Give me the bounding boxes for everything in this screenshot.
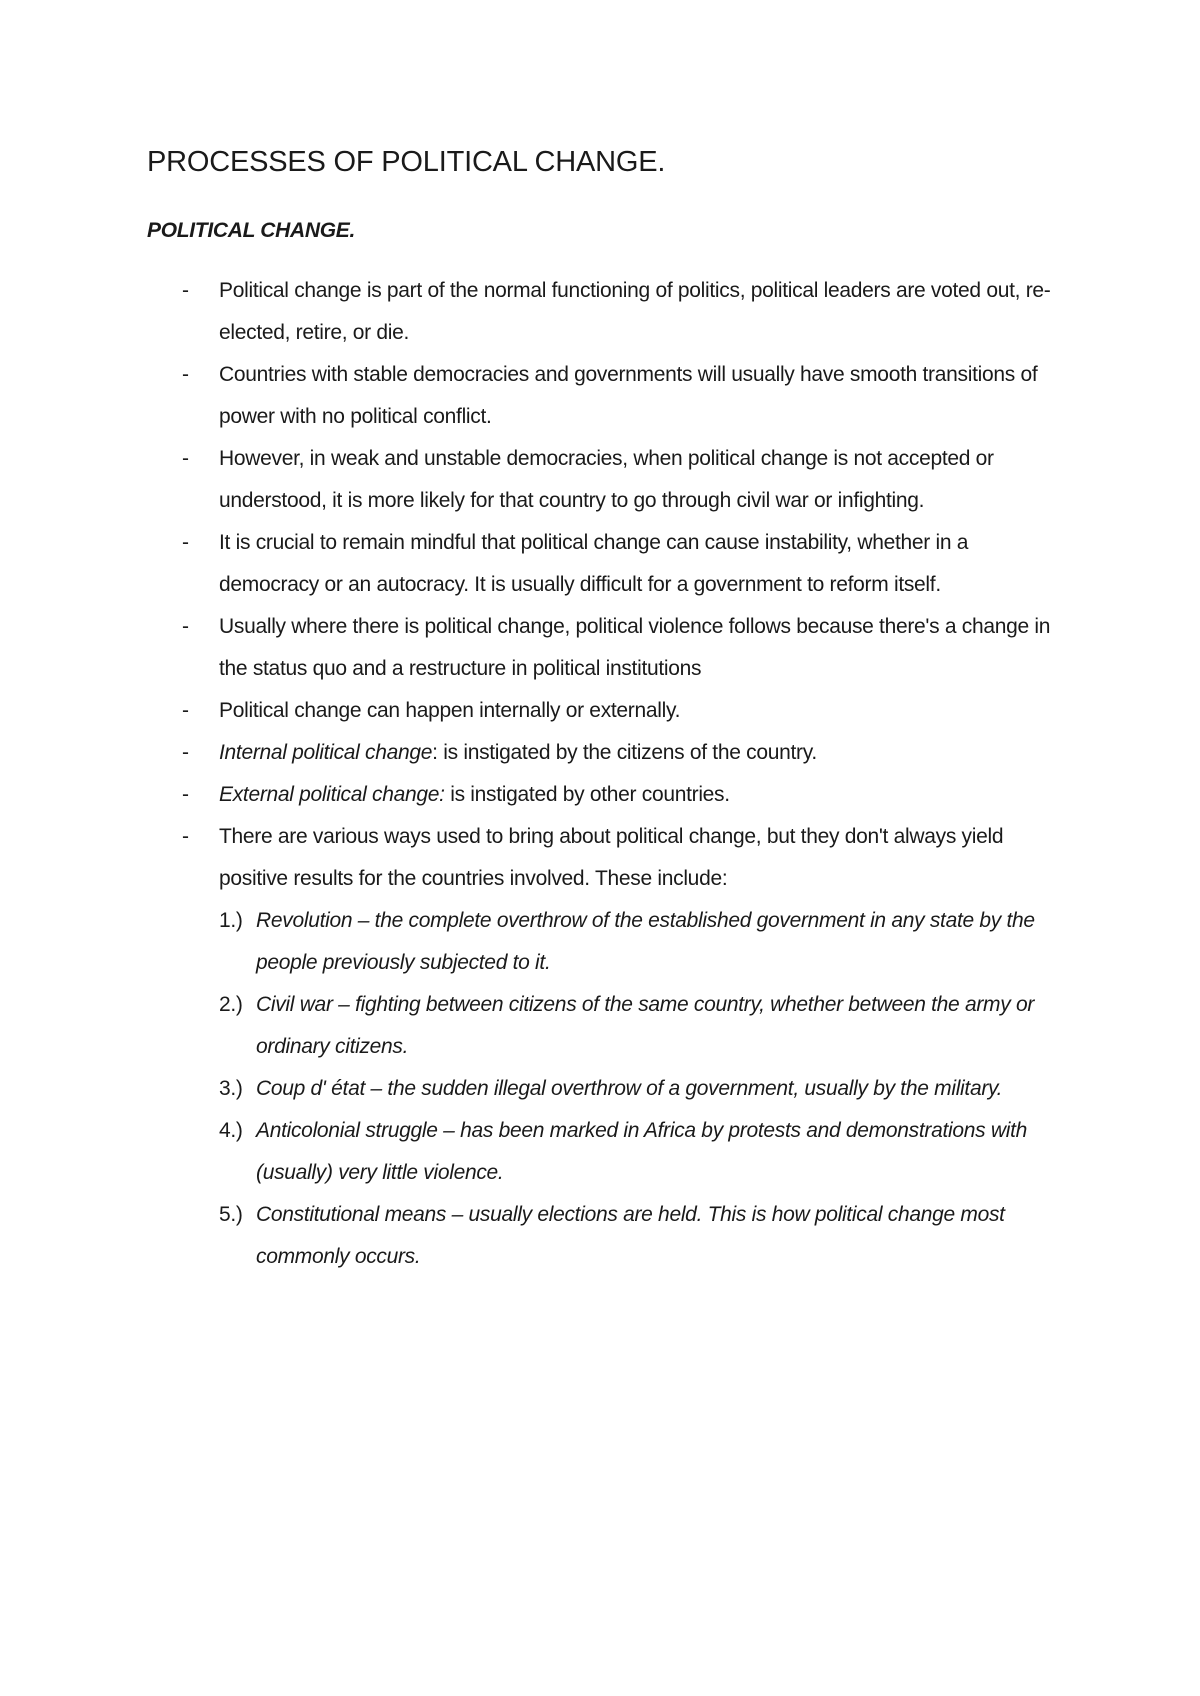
item-text: Coup d' état – the sudden illegal overthrow of a government, usually by the military. — [256, 1077, 1003, 1100]
bullet-marker: - — [182, 825, 189, 848]
bullet-marker: - — [182, 363, 189, 386]
definition-text: : is instigated by the citizens of the country. — [432, 741, 817, 764]
definition-text: is instigated by other countries. — [444, 783, 730, 806]
list-item — [0, 606, 1069, 690]
item-number: 5.) — [219, 1203, 243, 1226]
numbered-list — [219, 900, 1069, 1278]
bullet-text — [219, 774, 1069, 816]
bullet-text: Countries with stable democracies and governments will usually have smooth transitions of power with no political conflict. — [219, 363, 1038, 428]
numbered-item — [219, 900, 1069, 984]
bullet-marker: - — [182, 279, 189, 302]
bullet-marker: - — [182, 699, 189, 722]
list-item — [0, 690, 1069, 732]
section-heading: POLITICAL CHANGE. — [147, 219, 356, 242]
bullet-marker: - — [182, 531, 189, 554]
defined-term: External political change: — [219, 783, 445, 806]
bullet-marker: - — [182, 783, 189, 806]
list-item — [0, 438, 1069, 522]
list-item — [0, 270, 1069, 354]
bullet-text: It is crucial to remain mindful that political change can cause instability, whether in a democracy or an autocracy. It is usually difficult for a government to reform itself. — [219, 531, 969, 596]
document-title: PROCESSES OF POLITICAL CHANGE. — [147, 146, 666, 178]
bullet-text: There are various ways used to bring about political change, but they don't always yield positive results for the countries involved. These include: — [219, 825, 1004, 890]
list-item — [0, 732, 1069, 774]
list-item — [0, 816, 1069, 1278]
item-text: Revolution – the complete overthrow of the established government in any state by the people previously subjected to it. — [256, 909, 1035, 974]
bullet-text — [219, 732, 1069, 774]
numbered-item — [219, 1068, 1069, 1110]
bullet-text: Usually where there is political change, political violence follows because there's a change in the status quo and a restructure in political institutions — [219, 615, 1051, 680]
list-item — [0, 354, 1069, 438]
bullet-text: However, in weak and unstable democracies, when political change is not accepted or understood, it is more likely for that country to go through civil war or infighting. — [219, 447, 994, 512]
list-item — [0, 522, 1069, 606]
bullet-marker: - — [182, 741, 189, 764]
item-number: 3.) — [219, 1077, 243, 1100]
defined-term: Internal political change — [219, 741, 433, 764]
bullet-text: Political change is part of the normal functioning of politics, political leaders are voted out, re-elected, retire, or die. — [219, 279, 1051, 344]
numbered-item — [219, 1110, 1069, 1194]
bullet-marker: - — [182, 615, 189, 638]
item-text: Constitutional means – usually elections are held. This is how political change most commonly occurs. — [256, 1203, 1005, 1268]
bullet-text: Political change can happen internally or externally. — [219, 699, 681, 722]
item-text: Anticolonial struggle – has been marked in Africa by protests and demonstrations with (usually) very little violence. — [256, 1119, 1027, 1184]
item-number: 1.) — [219, 909, 243, 932]
bullet-list — [0, 270, 1200, 1278]
item-number: 4.) — [219, 1119, 243, 1142]
item-text: Civil war – fighting between citizens of the same country, whether between the army or ordinary citizens. — [256, 993, 1035, 1058]
list-item — [0, 774, 1069, 816]
bullet-marker: - — [182, 447, 189, 470]
numbered-item — [219, 1194, 1069, 1278]
numbered-item — [219, 984, 1069, 1068]
item-number: 2.) — [219, 993, 243, 1016]
